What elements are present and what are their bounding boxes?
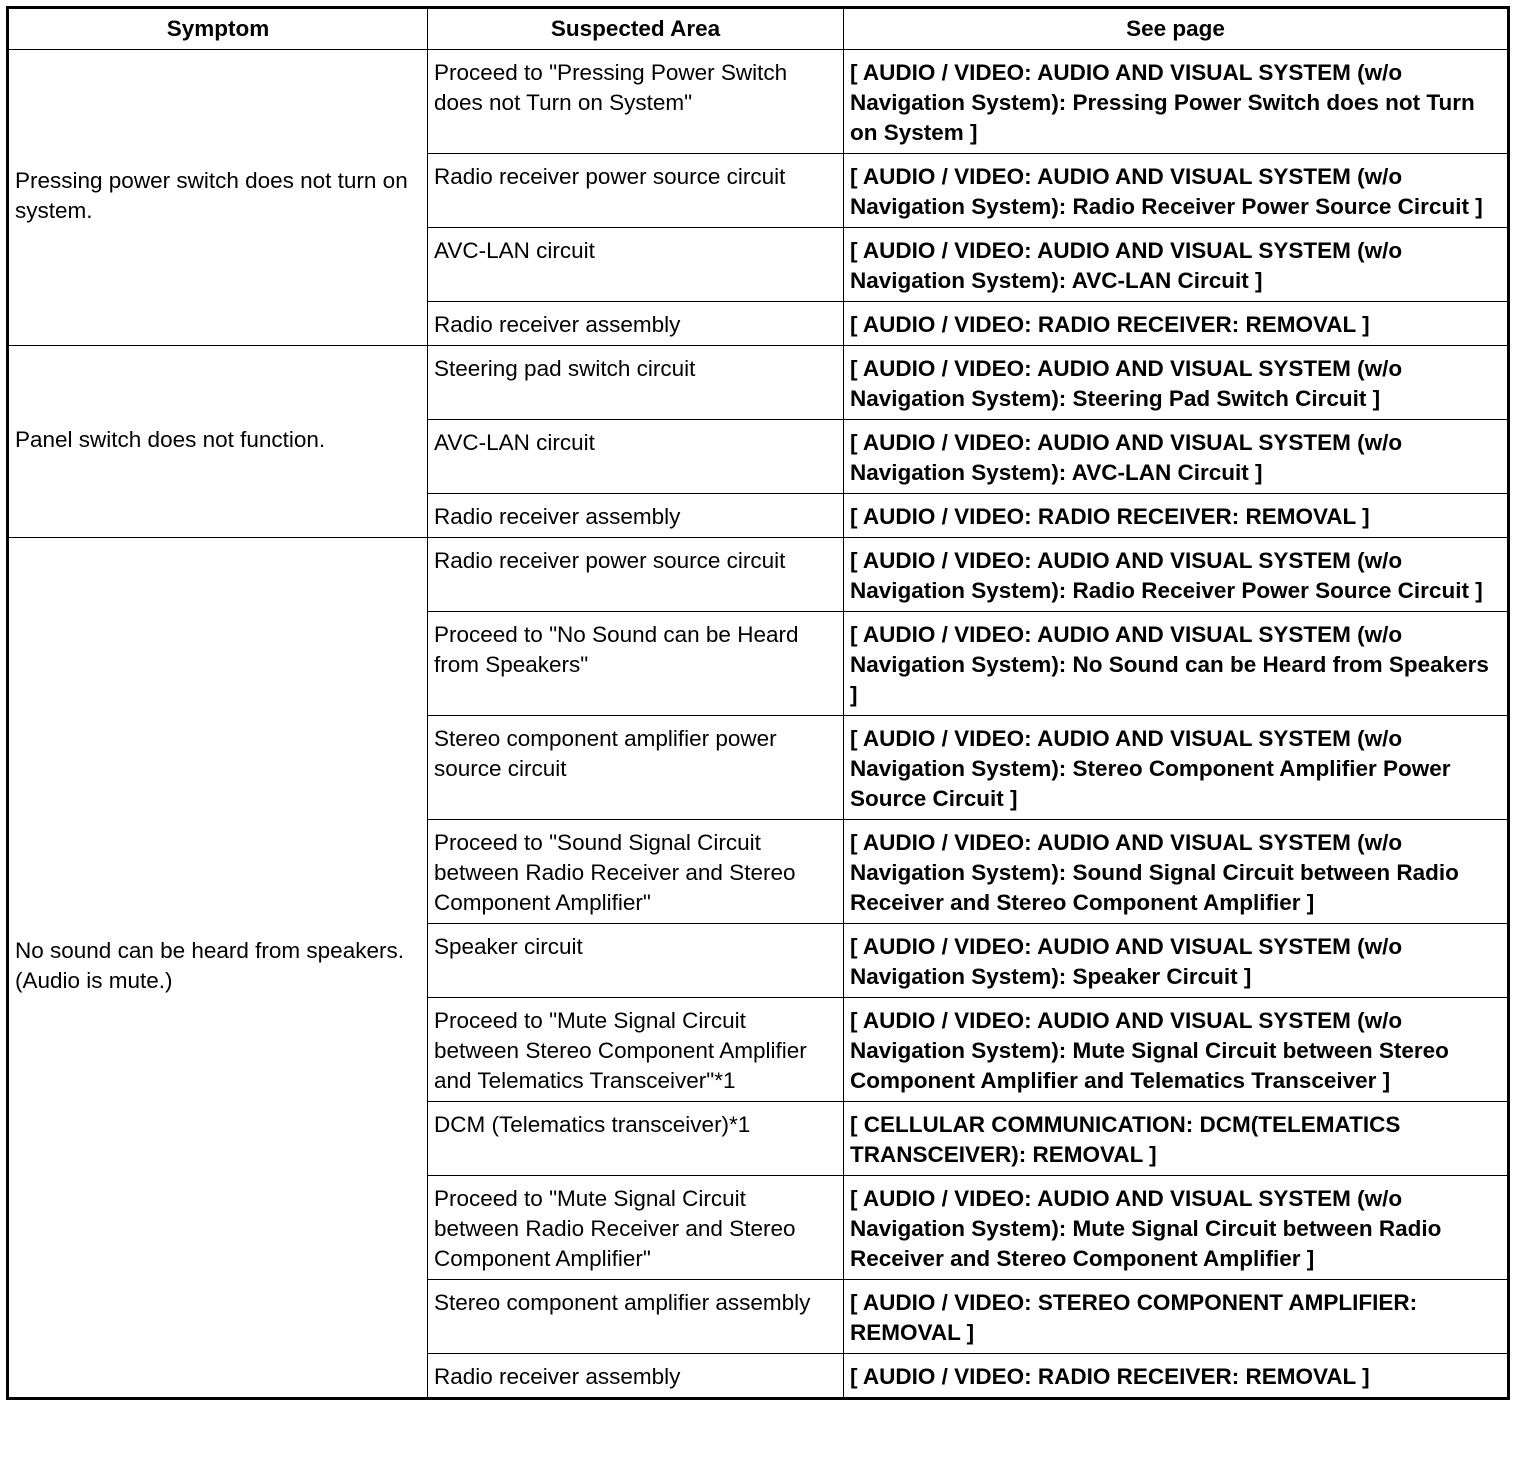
suspected-area-cell: Speaker circuit xyxy=(428,924,844,998)
see-page-link[interactable]: [ CELLULAR COMMUNICATION: DCM(TELEMATICS TRANSCEIVER): REMOVAL ] xyxy=(844,1102,1509,1176)
table-row xyxy=(8,346,1509,420)
symptom-table xyxy=(6,6,1510,1400)
suspected-area-cell: Proceed to "Mute Signal Circuit between Radio Receiver and Stereo Component Amplifier" xyxy=(428,1176,844,1280)
table-body xyxy=(8,50,1509,1399)
symptom-cell: No sound can be heard from speakers. (Audio is mute.) xyxy=(8,538,428,1399)
see-page-link[interactable]: [ AUDIO / VIDEO: AUDIO AND VISUAL SYSTEM (w/o Navigation System): Mute Signal Circuit between Stereo Component Amplifier and Telematics Transceiver ] xyxy=(844,998,1509,1102)
suspected-area-cell: Steering pad switch circuit xyxy=(428,346,844,420)
see-page-link[interactable]: [ AUDIO / VIDEO: STEREO COMPONENT AMPLIFIER: REMOVAL ] xyxy=(844,1280,1509,1354)
header-see-page: See page xyxy=(844,8,1509,50)
see-page-link[interactable]: [ AUDIO / VIDEO: AUDIO AND VISUAL SYSTEM (w/o Navigation System): Stereo Component Amplifier Power Source Circuit ] xyxy=(844,716,1509,820)
symptom-cell: Pressing power switch does not turn on system. xyxy=(8,50,428,346)
symptom-cell: Panel switch does not function. xyxy=(8,346,428,538)
see-page-link[interactable]: [ AUDIO / VIDEO: AUDIO AND VISUAL SYSTEM (w/o Navigation System): Steering Pad Switch Circuit ] xyxy=(844,346,1509,420)
see-page-link[interactable]: [ AUDIO / VIDEO: AUDIO AND VISUAL SYSTEM (w/o Navigation System): AVC-LAN Circuit ] xyxy=(844,228,1509,302)
suspected-area-cell: DCM (Telematics transceiver)*1 xyxy=(428,1102,844,1176)
see-page-link[interactable]: [ AUDIO / VIDEO: AUDIO AND VISUAL SYSTEM (w/o Navigation System): Sound Signal Circuit between Radio Receiver and Stereo Component Amplifier ] xyxy=(844,820,1509,924)
see-page-link[interactable]: [ AUDIO / VIDEO: AUDIO AND VISUAL SYSTEM (w/o Navigation System): Pressing Power Switch does not Turn on System ] xyxy=(844,50,1509,154)
suspected-area-cell: Stereo component amplifier assembly xyxy=(428,1280,844,1354)
header-row xyxy=(8,8,1509,50)
see-page-link[interactable]: [ AUDIO / VIDEO: RADIO RECEIVER: REMOVAL ] xyxy=(844,1354,1509,1399)
suspected-area-cell: AVC-LAN circuit xyxy=(428,228,844,302)
suspected-area-cell: AVC-LAN circuit xyxy=(428,420,844,494)
header-symptom: Symptom xyxy=(8,8,428,50)
suspected-area-cell: Proceed to "Sound Signal Circuit between Radio Receiver and Stereo Component Amplifier" xyxy=(428,820,844,924)
suspected-area-cell: Radio receiver power source circuit xyxy=(428,154,844,228)
suspected-area-cell: Proceed to "No Sound can be Heard from Speakers" xyxy=(428,612,844,716)
suspected-area-cell: Proceed to "Mute Signal Circuit between Stereo Component Amplifier and Telematics Transceiver"*1 xyxy=(428,998,844,1102)
see-page-link[interactable]: [ AUDIO / VIDEO: AUDIO AND VISUAL SYSTEM (w/o Navigation System): Radio Receiver Power Source Circuit ] xyxy=(844,538,1509,612)
suspected-area-cell: Radio receiver assembly xyxy=(428,494,844,538)
see-page-link[interactable]: [ AUDIO / VIDEO: RADIO RECEIVER: REMOVAL ] xyxy=(844,494,1509,538)
suspected-area-cell: Proceed to "Pressing Power Switch does not Turn on System" xyxy=(428,50,844,154)
see-page-link[interactable]: [ AUDIO / VIDEO: AUDIO AND VISUAL SYSTEM (w/o Navigation System): Radio Receiver Power Source Circuit ] xyxy=(844,154,1509,228)
suspected-area-cell: Radio receiver assembly xyxy=(428,302,844,346)
see-page-link[interactable]: [ AUDIO / VIDEO: AUDIO AND VISUAL SYSTEM (w/o Navigation System): No Sound can be Heard from Speakers ] xyxy=(844,612,1509,716)
table-row xyxy=(8,538,1509,612)
see-page-link[interactable]: [ AUDIO / VIDEO: RADIO RECEIVER: REMOVAL ] xyxy=(844,302,1509,346)
see-page-link[interactable]: [ AUDIO / VIDEO: AUDIO AND VISUAL SYSTEM (w/o Navigation System): Mute Signal Circuit between Radio Receiver and Stereo Component Amplifier ] xyxy=(844,1176,1509,1280)
table-row xyxy=(8,50,1509,154)
see-page-link[interactable]: [ AUDIO / VIDEO: AUDIO AND VISUAL SYSTEM (w/o Navigation System): Speaker Circuit ] xyxy=(844,924,1509,998)
suspected-area-cell: Radio receiver power source circuit xyxy=(428,538,844,612)
see-page-link[interactable]: [ AUDIO / VIDEO: AUDIO AND VISUAL SYSTEM (w/o Navigation System): AVC-LAN Circuit ] xyxy=(844,420,1509,494)
header-suspected-area: Suspected Area xyxy=(428,8,844,50)
suspected-area-cell: Radio receiver assembly xyxy=(428,1354,844,1399)
suspected-area-cell: Stereo component amplifier power source circuit xyxy=(428,716,844,820)
